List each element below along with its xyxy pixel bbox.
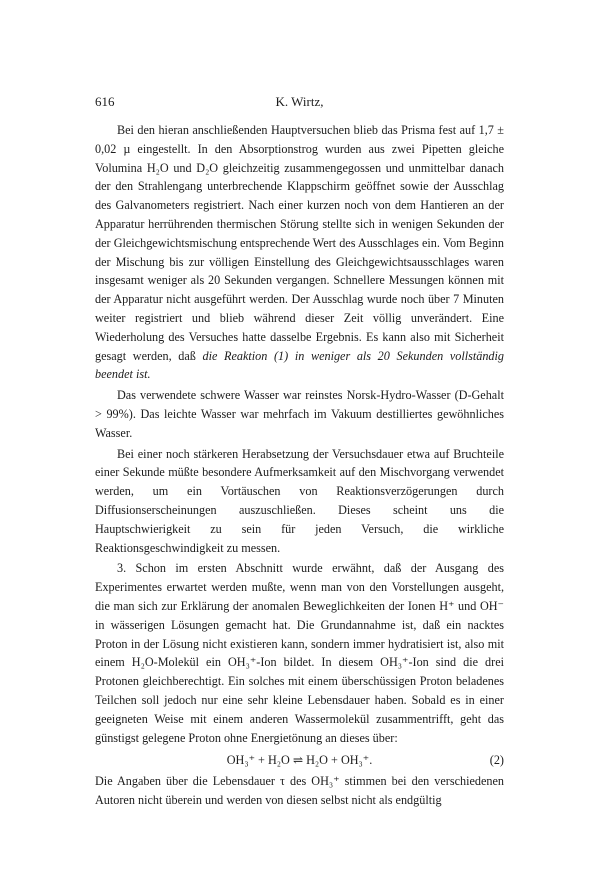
running-title: K. Wirtz, bbox=[275, 94, 324, 109]
paragraph-1 bbox=[95, 121, 504, 384]
paragraph-1-text: Bei den hieran anschließenden Hauptversuchen blieb das Prisma fest auf 1,7 ± 0,02 µ eingestellt. In den Absorptionstrog wurden aus zwei Pipetten gleiche Volumina H₂O und D₂O gleichzeitig zusammengegossen und unmittelbar danach der den Strahlengang unterbrechende Klappschirm geöffnet sowie der Ausschlag des Galvanometers registriert. Nach einer kurzen noch von dem Hantieren an der Apparatur herrührenden thermischen Störung stellte sich in wenigen Sekunden der der Gleichgewichtsmischung entsprechende Wert des Ausschlages ein. Vom Beginn der Mischung bis zur völligen Einstellung des Gleichgewichtsausschlages waren insgesamt weniger als 20 Sekunden vergangen. Schnellere Messungen können mit der Apparatur nicht ausgeführt werden. Der Ausschlag wurde noch über 7 Minuten weiter registriert und blieb während dieser Zeit völlig unverändert. Eine Wiederholung des Versuches hatte dasselbe Ergebnis. Es kann also mit Sicherheit gesagt werden, daß bbox=[95, 123, 504, 363]
paragraph-2: Das verwendete schwere Wasser war reinstes Norsk-Hydro-Wasser (D-Gehalt > 99%). Das leichte Wasser war mehrfach im Vakuum destilliertes gewöhnliches Wasser. bbox=[95, 388, 504, 440]
paragraph-1-emphasis: die Reaktion (1) in weniger als 20 Sekunden vollständig beendet ist. bbox=[95, 348, 504, 382]
equation-expression: OH₃⁺ + H₂O ⇌ H₂O + OH₃⁺. bbox=[226, 753, 373, 768]
paragraph-4: 3. Schon im ersten Abschnitt wurde erwähnt, daß der Ausgang des Experimentes erwartet werden mußte, wenn man von den Vorstellungen ausgeht, die man sich zur Erklärung der anomalen Beweglichkeiten der Ionen H⁺ und OH⁻ in wässerigen Lösungen gemacht hat. Die Grundannahme ist, daß ein nacktes Proton in der Lösung nicht existieren kann, sondern immer hydratisiert ist, also mit einem H₂O-Molekül ein OH₃⁺-Ion bildet. In diesem OH₃⁺-Ion sind die drei Protonen gleichberechtigt. Ein solches mit einem überschüssigen Proton beladenes Teilchen soll jedoch nur eine sehr kleine Lebensdauer haben. Sobald es in einer geeigneten Weise mit einem anderen Wassermolekül zusammentrifft, geht das günstigst gelegene Proton ohne Energietönung an dieses über: bbox=[95, 561, 504, 745]
page-number: 616 bbox=[95, 94, 115, 109]
equation-2 bbox=[95, 749, 504, 771]
body-text bbox=[95, 121, 504, 812]
paragraph-5: Die Angaben über die Lebensdauer τ des OH₃⁺ stimmen bei den verschiedenen Autoren nicht überein und werden von diesen selbst nicht als endgültig bbox=[95, 774, 504, 808]
paragraph-3: Bei einer noch stärkeren Herabsetzung der Versuchsdauer etwa auf Bruchteile einer Sekunde müßte besondere Aufmerksamkeit auf den Mischvorgang verwendet werden, um ein Vortäuschen von Reaktionsverzögerungen durch Diffusionserscheinungen auszuschließen. Dieses scheint uns die Hauptschwierigkeit zu sein für jeden Versuch, die wirkliche Reaktionsgeschwindigkeit zu messen. bbox=[95, 446, 504, 555]
equation-number: (2) bbox=[489, 753, 504, 768]
